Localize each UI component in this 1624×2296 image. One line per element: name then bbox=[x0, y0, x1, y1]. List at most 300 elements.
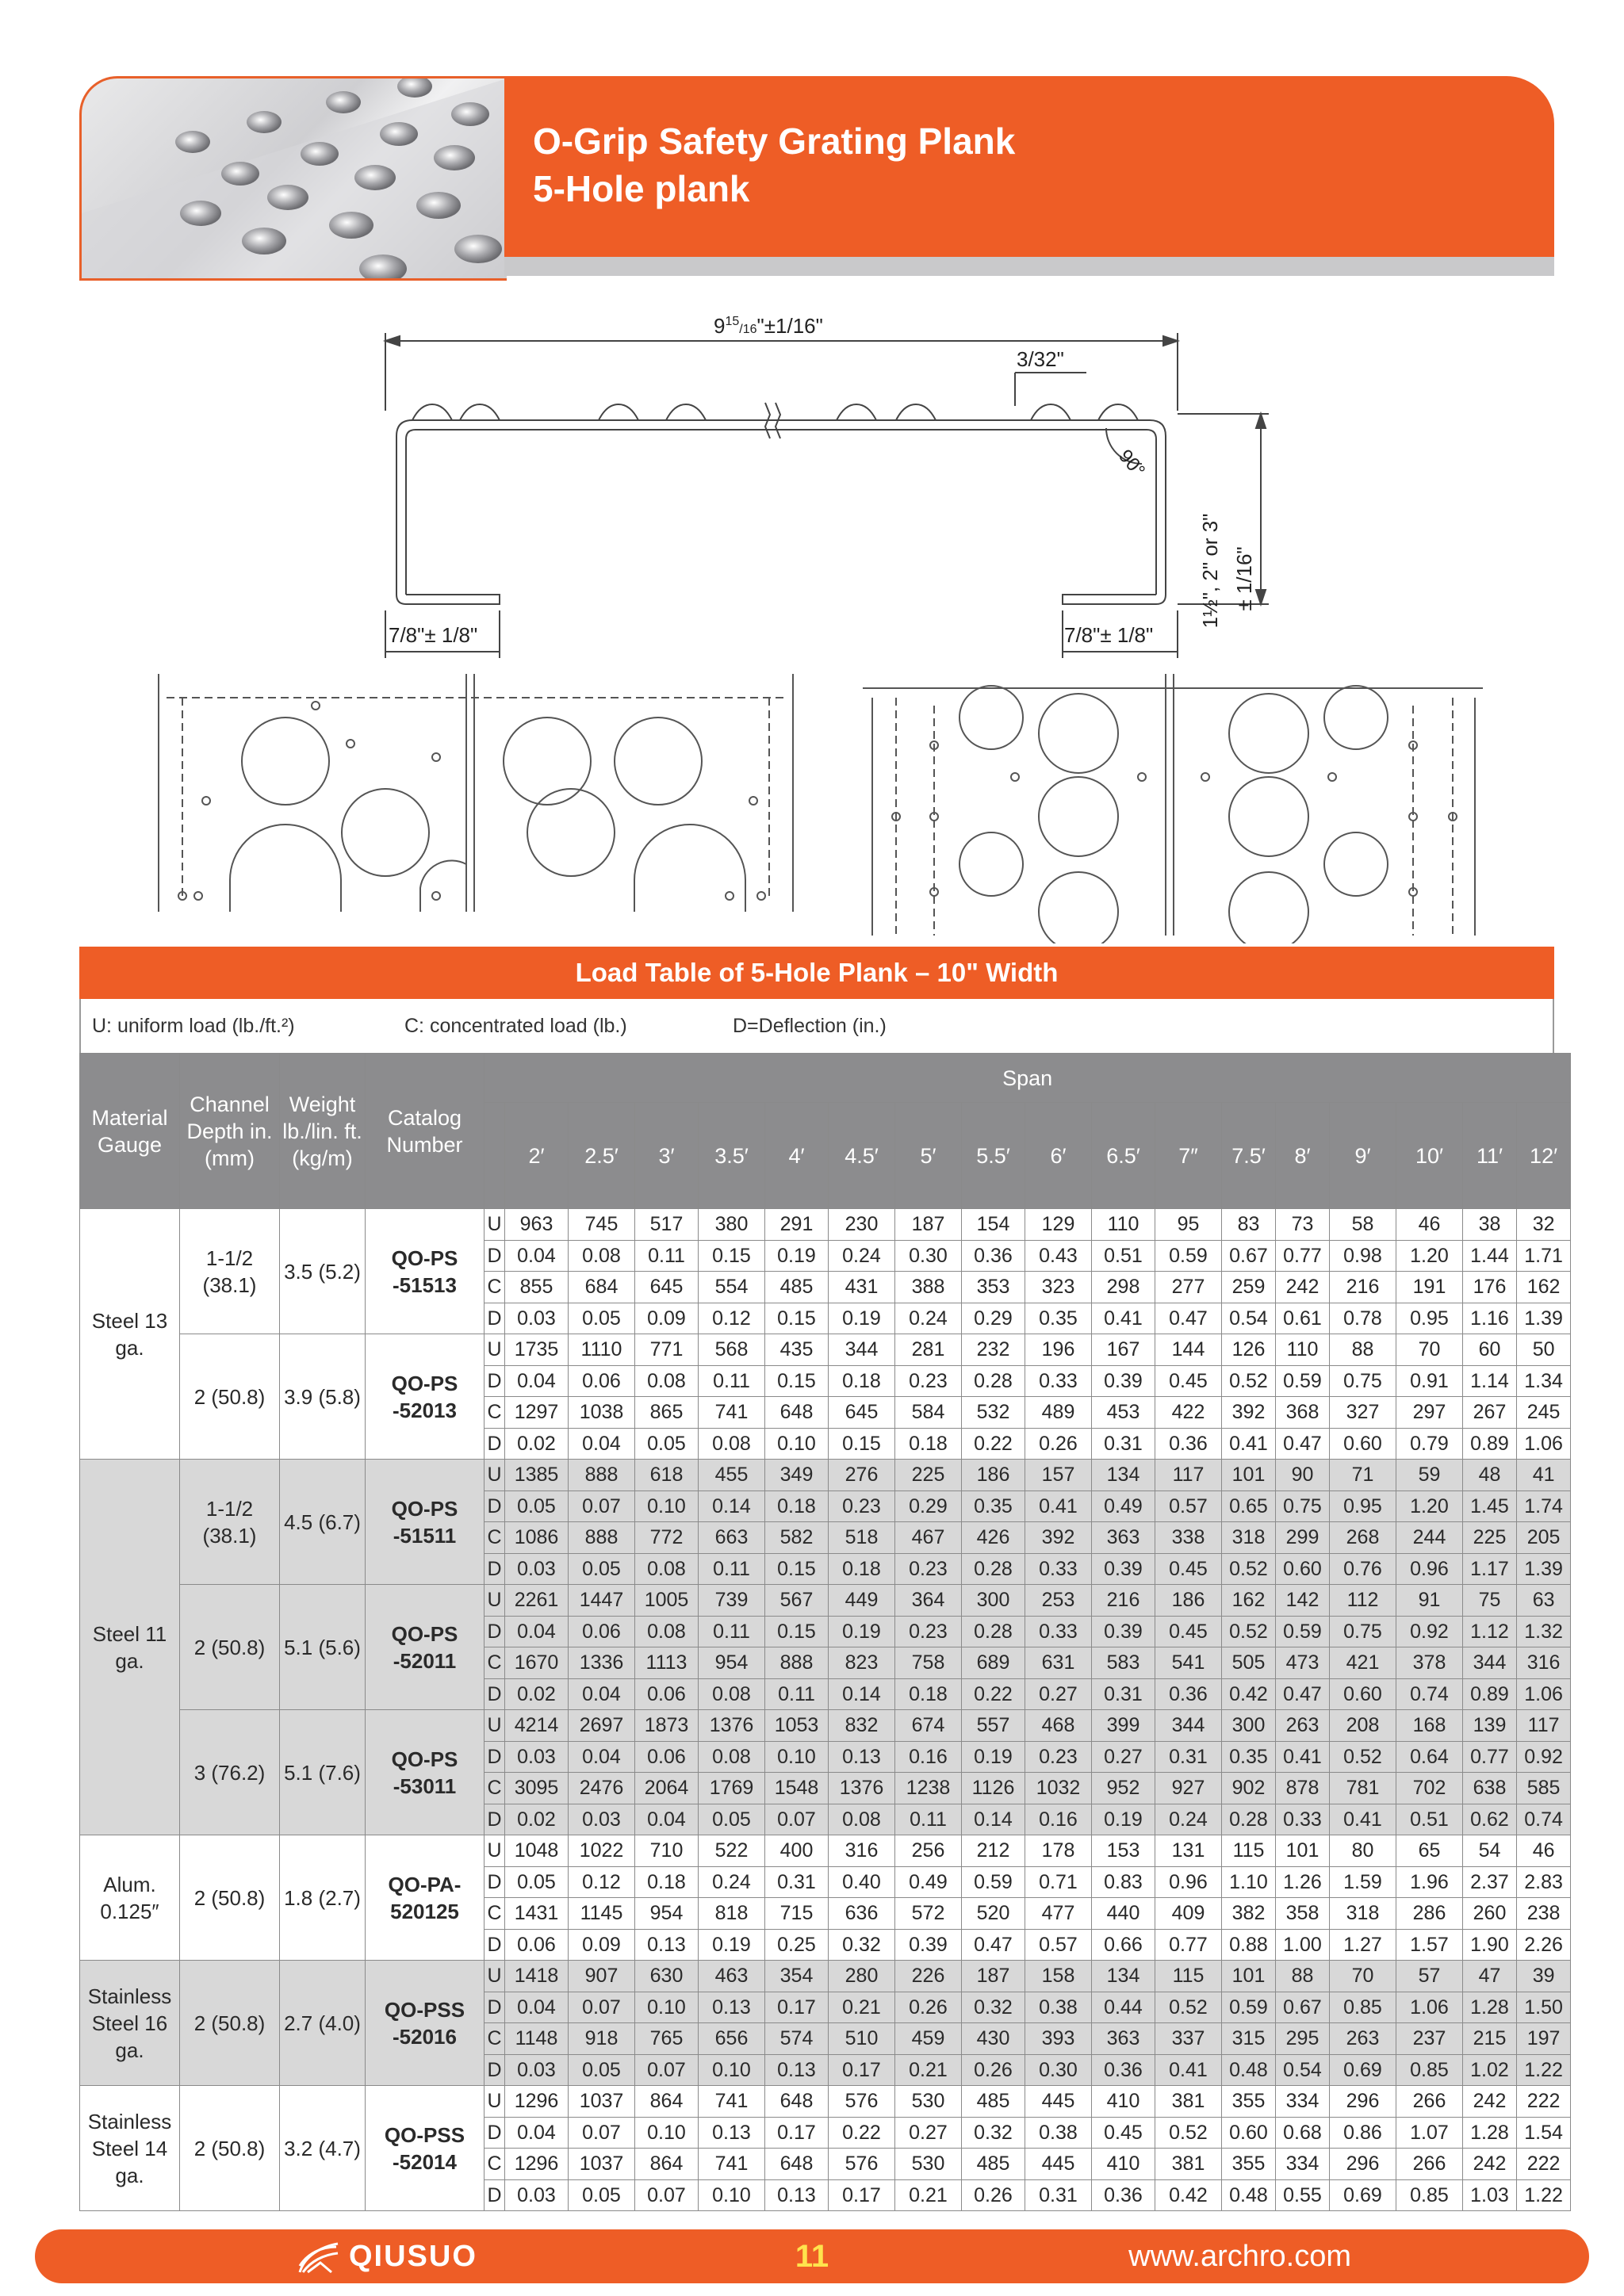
value-cell: 745 bbox=[569, 1209, 635, 1241]
value-cell: 1.16 bbox=[1463, 1303, 1517, 1334]
value-cell: 0.47 bbox=[962, 1929, 1025, 1961]
value-cell: 349 bbox=[765, 1460, 829, 1491]
value-cell: 196 bbox=[1025, 1334, 1092, 1366]
value-cell: 316 bbox=[829, 1835, 895, 1867]
value-cell: 0.26 bbox=[962, 2054, 1025, 2086]
value-cell: 0.13 bbox=[765, 2054, 829, 2086]
value-cell: 382 bbox=[1222, 1898, 1276, 1930]
value-cell: 0.19 bbox=[699, 1929, 765, 1961]
value-cell: 0.43 bbox=[1025, 1240, 1092, 1272]
value-cell: 0.23 bbox=[895, 1553, 962, 1585]
value-cell: 1.44 bbox=[1463, 1240, 1517, 1272]
page-title bbox=[533, 117, 1015, 212]
value-cell: 1.20 bbox=[1396, 1490, 1463, 1522]
col-weight: Weight lb./lin. ft. (kg/m) bbox=[280, 1054, 366, 1209]
value-cell: 522 bbox=[699, 1835, 765, 1867]
value-cell: 485 bbox=[765, 1272, 829, 1303]
value-cell: 0.68 bbox=[1276, 2117, 1330, 2149]
value-cell: 0.13 bbox=[765, 2179, 829, 2211]
value-cell: 0.51 bbox=[1092, 1240, 1155, 1272]
value-cell: 80 bbox=[1330, 1835, 1396, 1867]
value-cell: 1022 bbox=[569, 1835, 635, 1867]
angle-label: 90° bbox=[1114, 446, 1150, 482]
value-cell: 855 bbox=[505, 1272, 569, 1303]
load-type-cell: C bbox=[485, 1397, 505, 1429]
table-row bbox=[80, 1585, 1571, 1617]
channel-depth-cell: 2 (50.8) bbox=[180, 1334, 280, 1460]
value-cell: 618 bbox=[635, 1460, 699, 1491]
value-cell: 226 bbox=[895, 1961, 962, 1992]
value-cell: 0.78 bbox=[1330, 1303, 1396, 1334]
weight-cell: 1.8 (2.7) bbox=[280, 1835, 366, 1961]
value-cell: 0.11 bbox=[635, 1240, 699, 1272]
value-cell: 963 bbox=[505, 1209, 569, 1241]
value-cell: 0.06 bbox=[569, 1616, 635, 1647]
value-cell: 0.35 bbox=[962, 1490, 1025, 1522]
value-cell: 0.77 bbox=[1276, 1240, 1330, 1272]
value-cell: 298 bbox=[1092, 1272, 1155, 1303]
value-cell: 50 bbox=[1517, 1334, 1571, 1366]
load-table-title: Load Table of 5-Hole Plank – 10" Width bbox=[79, 947, 1554, 999]
value-cell: 90 bbox=[1276, 1460, 1330, 1491]
value-cell: 101 bbox=[1222, 1961, 1276, 1992]
value-cell: 186 bbox=[962, 1460, 1025, 1491]
value-cell: 1.90 bbox=[1463, 1929, 1517, 1961]
table-row bbox=[80, 1961, 1571, 1992]
value-cell: 0.03 bbox=[505, 1303, 569, 1334]
value-cell: 110 bbox=[1092, 1209, 1155, 1241]
value-cell: 46 bbox=[1517, 1835, 1571, 1867]
value-cell: 1296 bbox=[505, 2149, 569, 2180]
value-cell: 197 bbox=[1517, 2023, 1571, 2055]
channel-depth-cell: 1-1/2 (38.1) bbox=[180, 1460, 280, 1585]
value-cell: 0.31 bbox=[1092, 1678, 1155, 1710]
value-cell: 286 bbox=[1396, 1898, 1463, 1930]
value-cell: 276 bbox=[829, 1460, 895, 1491]
value-cell: 0.52 bbox=[1222, 1553, 1276, 1585]
weight-cell: 5.1 (7.6) bbox=[280, 1710, 366, 1835]
value-cell: 117 bbox=[1517, 1710, 1571, 1742]
value-cell: 0.22 bbox=[829, 2117, 895, 2149]
value-cell: 0.31 bbox=[1092, 1428, 1155, 1460]
value-cell: 781 bbox=[1330, 1773, 1396, 1804]
catalog-number-cell: QO-PA- 520125 bbox=[366, 1835, 485, 1961]
value-cell: 927 bbox=[1155, 1773, 1222, 1804]
value-cell: 0.39 bbox=[1092, 1616, 1155, 1647]
value-cell: 1336 bbox=[569, 1647, 635, 1679]
value-cell: 0.08 bbox=[829, 1804, 895, 1835]
value-cell: 0.07 bbox=[635, 2179, 699, 2211]
value-cell: 253 bbox=[1025, 1585, 1092, 1617]
value-cell: 0.15 bbox=[765, 1616, 829, 1647]
value-cell: 631 bbox=[1025, 1647, 1092, 1679]
value-cell: 178 bbox=[1025, 1835, 1092, 1867]
value-cell: 0.67 bbox=[1222, 1240, 1276, 1272]
value-cell: 0.14 bbox=[829, 1678, 895, 1710]
catalog-number-cell: QO-PS -51513 bbox=[366, 1209, 485, 1334]
weight-cell: 3.9 (5.8) bbox=[280, 1334, 366, 1460]
value-cell: 259 bbox=[1222, 1272, 1276, 1303]
value-cell: 268 bbox=[1330, 1522, 1396, 1554]
value-cell: 517 bbox=[635, 1209, 699, 1241]
value-cell: 0.67 bbox=[1276, 1992, 1330, 2023]
value-cell: 73 bbox=[1276, 1209, 1330, 1241]
value-cell: 0.96 bbox=[1155, 1866, 1222, 1898]
value-cell: 1.57 bbox=[1396, 1929, 1463, 1961]
value-cell: 0.31 bbox=[1155, 1741, 1222, 1773]
value-cell: 426 bbox=[962, 1522, 1025, 1554]
value-cell: 1296 bbox=[505, 2086, 569, 2118]
value-cell: 0.27 bbox=[1092, 1741, 1155, 1773]
span-header: 8′ bbox=[1276, 1103, 1330, 1209]
value-cell: 0.48 bbox=[1222, 2054, 1276, 2086]
value-cell: 0.24 bbox=[1155, 1804, 1222, 1835]
span-header: 10′ bbox=[1396, 1103, 1463, 1209]
value-cell: 0.64 bbox=[1396, 1741, 1463, 1773]
load-type-cell: U bbox=[485, 1710, 505, 1742]
value-cell: 0.32 bbox=[962, 1992, 1025, 2023]
value-cell: 392 bbox=[1025, 1522, 1092, 1554]
load-type-cell: C bbox=[485, 1522, 505, 1554]
value-cell: 1385 bbox=[505, 1460, 569, 1491]
value-cell: 0.59 bbox=[1276, 1616, 1330, 1647]
value-cell: 0.96 bbox=[1396, 1553, 1463, 1585]
value-cell: 510 bbox=[829, 2023, 895, 2055]
value-cell: 1873 bbox=[635, 1710, 699, 1742]
value-cell: 888 bbox=[765, 1647, 829, 1679]
value-cell: 162 bbox=[1517, 1272, 1571, 1303]
value-cell: 256 bbox=[895, 1835, 962, 1867]
value-cell: 277 bbox=[1155, 1272, 1222, 1303]
value-cell: 0.52 bbox=[1155, 1992, 1222, 2023]
value-cell: 154 bbox=[962, 1209, 1025, 1241]
table-row bbox=[80, 1334, 1571, 1366]
value-cell: 0.41 bbox=[1222, 1428, 1276, 1460]
value-cell: 684 bbox=[569, 1272, 635, 1303]
flange-left-dim: 7/8"± 1/8" bbox=[389, 623, 478, 647]
value-cell: 0.05 bbox=[569, 2179, 635, 2211]
value-cell: 208 bbox=[1330, 1710, 1396, 1742]
value-cell: 0.85 bbox=[1396, 2054, 1463, 2086]
value-cell: 0.09 bbox=[635, 1303, 699, 1334]
value-cell: 0.22 bbox=[962, 1428, 1025, 1460]
value-cell: 232 bbox=[962, 1334, 1025, 1366]
value-cell: 702 bbox=[1396, 1773, 1463, 1804]
value-cell: 0.33 bbox=[1025, 1365, 1092, 1397]
value-cell: 0.33 bbox=[1025, 1553, 1092, 1585]
flange-right-dim: 7/8"± 1/8" bbox=[1064, 623, 1154, 647]
value-cell: 281 bbox=[895, 1334, 962, 1366]
value-cell: 567 bbox=[765, 1585, 829, 1617]
value-cell: 0.57 bbox=[1025, 1929, 1092, 1961]
value-cell: 410 bbox=[1092, 2086, 1155, 2118]
value-cell: 0.05 bbox=[569, 2054, 635, 2086]
value-cell: 1048 bbox=[505, 1835, 569, 1867]
value-cell: 435 bbox=[765, 1334, 829, 1366]
value-cell: 0.86 bbox=[1330, 2117, 1396, 2149]
value-cell: 741 bbox=[699, 1397, 765, 1429]
value-cell: 0.92 bbox=[1396, 1616, 1463, 1647]
load-type-cell: C bbox=[485, 2149, 505, 2180]
value-cell: 468 bbox=[1025, 1710, 1092, 1742]
value-cell: 0.23 bbox=[829, 1490, 895, 1522]
value-cell: 0.03 bbox=[569, 1804, 635, 1835]
value-cell: 1086 bbox=[505, 1522, 569, 1554]
value-cell: 557 bbox=[962, 1710, 1025, 1742]
value-cell: 648 bbox=[765, 1397, 829, 1429]
value-cell: 741 bbox=[699, 2149, 765, 2180]
material-gauge-cell: Steel 11 ga. bbox=[80, 1460, 180, 1835]
value-cell: 0.83 bbox=[1092, 1866, 1155, 1898]
value-cell: 0.39 bbox=[1092, 1553, 1155, 1585]
value-cell: 648 bbox=[765, 2149, 829, 2180]
value-cell: 316 bbox=[1517, 1647, 1571, 1679]
value-cell: 0.66 bbox=[1092, 1929, 1155, 1961]
value-cell: 0.76 bbox=[1330, 1553, 1396, 1585]
span-header: 12′ bbox=[1517, 1103, 1571, 1209]
value-cell: 260 bbox=[1463, 1898, 1517, 1930]
value-cell: 888 bbox=[569, 1460, 635, 1491]
value-cell: 1.32 bbox=[1517, 1616, 1571, 1647]
catalog-number-cell: QO-PS -53011 bbox=[366, 1710, 485, 1835]
value-cell: 636 bbox=[829, 1898, 895, 1930]
value-cell: 1.06 bbox=[1396, 1992, 1463, 2023]
value-cell: 0.07 bbox=[765, 1804, 829, 1835]
value-cell: 0.36 bbox=[962, 1240, 1025, 1272]
value-cell: 1113 bbox=[635, 1647, 699, 1679]
value-cell: 38 bbox=[1463, 1209, 1517, 1241]
value-cell: 0.19 bbox=[765, 1240, 829, 1272]
value-cell: 818 bbox=[699, 1898, 765, 1930]
catalog-number-cell: QO-PS -52013 bbox=[366, 1334, 485, 1460]
value-cell: 32 bbox=[1517, 1209, 1571, 1241]
value-cell: 1.17 bbox=[1463, 1553, 1517, 1585]
span-header: 9′ bbox=[1330, 1103, 1396, 1209]
value-cell: 0.36 bbox=[1092, 2054, 1155, 2086]
product-photo bbox=[79, 76, 507, 281]
value-cell: 888 bbox=[569, 1522, 635, 1554]
value-cell: 344 bbox=[1155, 1710, 1222, 1742]
weight-cell: 4.5 (6.7) bbox=[280, 1460, 366, 1585]
load-type-cell: D bbox=[485, 2117, 505, 2149]
legend-row bbox=[79, 999, 1554, 1053]
value-cell: 0.47 bbox=[1276, 1678, 1330, 1710]
value-cell: 1.22 bbox=[1517, 2054, 1571, 2086]
value-cell: 1.28 bbox=[1463, 2117, 1517, 2149]
value-cell: 0.19 bbox=[1092, 1804, 1155, 1835]
value-cell: 0.15 bbox=[829, 1428, 895, 1460]
value-cell: 663 bbox=[699, 1522, 765, 1554]
value-cell: 1.06 bbox=[1517, 1678, 1571, 1710]
value-cell: 1.22 bbox=[1517, 2179, 1571, 2211]
value-cell: 489 bbox=[1025, 1397, 1092, 1429]
value-cell: 400 bbox=[765, 1835, 829, 1867]
value-cell: 0.69 bbox=[1330, 2054, 1396, 2086]
legend-deflection: D=Deflection (in.) bbox=[733, 1015, 887, 1037]
value-cell: 131 bbox=[1155, 1835, 1222, 1867]
value-cell: 115 bbox=[1222, 1835, 1276, 1867]
value-cell: 296 bbox=[1330, 2086, 1396, 2118]
value-cell: 1005 bbox=[635, 1585, 699, 1617]
value-cell: 0.27 bbox=[1025, 1678, 1092, 1710]
value-cell: 110 bbox=[1276, 1334, 1330, 1366]
value-cell: 0.10 bbox=[635, 2117, 699, 2149]
value-cell: 139 bbox=[1463, 1710, 1517, 1742]
value-cell: 0.08 bbox=[635, 1553, 699, 1585]
value-cell: 0.07 bbox=[569, 1992, 635, 2023]
load-type-cell: U bbox=[485, 1961, 505, 1992]
footer-bar bbox=[35, 2229, 1589, 2283]
value-cell: 0.11 bbox=[699, 1553, 765, 1585]
value-cell: 645 bbox=[635, 1272, 699, 1303]
value-cell: 0.15 bbox=[765, 1365, 829, 1397]
load-type-cell: C bbox=[485, 1898, 505, 1930]
value-cell: 0.04 bbox=[635, 1804, 699, 1835]
value-cell: 878 bbox=[1276, 1773, 1330, 1804]
value-cell: 0.52 bbox=[1330, 1741, 1396, 1773]
value-cell: 3095 bbox=[505, 1773, 569, 1804]
value-cell: 0.28 bbox=[962, 1365, 1025, 1397]
value-cell: 1.71 bbox=[1517, 1240, 1571, 1272]
value-cell: 0.18 bbox=[895, 1428, 962, 1460]
value-cell: 0.71 bbox=[1025, 1866, 1092, 1898]
value-cell: 689 bbox=[962, 1647, 1025, 1679]
value-cell: 144 bbox=[1155, 1334, 1222, 1366]
value-cell: 0.18 bbox=[829, 1553, 895, 1585]
value-cell: 238 bbox=[1517, 1898, 1571, 1930]
value-cell: 0.19 bbox=[962, 1741, 1025, 1773]
value-cell: 0.23 bbox=[1025, 1741, 1092, 1773]
value-cell: 216 bbox=[1330, 1272, 1396, 1303]
value-cell: 0.19 bbox=[829, 1616, 895, 1647]
value-cell: 0.28 bbox=[1222, 1804, 1276, 1835]
value-cell: 364 bbox=[895, 1585, 962, 1617]
value-cell: 0.45 bbox=[1155, 1553, 1222, 1585]
value-cell: 83 bbox=[1222, 1209, 1276, 1241]
brand-name: QIUSUO bbox=[349, 2240, 477, 2273]
value-cell: 363 bbox=[1092, 1522, 1155, 1554]
value-cell: 0.41 bbox=[1092, 1303, 1155, 1334]
load-type-cell: D bbox=[485, 1616, 505, 1647]
value-cell: 388 bbox=[895, 1272, 962, 1303]
svg-text:915/16"±1/16": $9^{15}_/16"\pm 1/16$" bbox=[714, 314, 823, 338]
value-cell: 582 bbox=[765, 1522, 829, 1554]
value-cell: 1038 bbox=[569, 1397, 635, 1429]
value-cell: 0.75 bbox=[1330, 1616, 1396, 1647]
value-cell: 1126 bbox=[962, 1773, 1025, 1804]
value-cell: 95 bbox=[1155, 1209, 1222, 1241]
website-link[interactable]: www.archro.com bbox=[1128, 2240, 1351, 2273]
load-type-cell: D bbox=[485, 1303, 505, 1334]
value-cell: 222 bbox=[1517, 2086, 1571, 2118]
value-cell: 455 bbox=[699, 1460, 765, 1491]
value-cell: 0.75 bbox=[1276, 1490, 1330, 1522]
value-cell: 266 bbox=[1396, 2149, 1463, 2180]
value-cell: 0.36 bbox=[1155, 1428, 1222, 1460]
value-cell: 0.21 bbox=[895, 2179, 962, 2211]
drawing-canvas bbox=[0, 309, 1624, 943]
value-cell: 0.91 bbox=[1396, 1365, 1463, 1397]
value-cell: 126 bbox=[1222, 1334, 1276, 1366]
value-cell: 771 bbox=[635, 1334, 699, 1366]
channel-depth-cell: 2 (50.8) bbox=[180, 1585, 280, 1710]
value-cell: 1037 bbox=[569, 2086, 635, 2118]
value-cell: 0.02 bbox=[505, 1678, 569, 1710]
value-cell: 0.42 bbox=[1155, 2179, 1222, 2211]
value-cell: 0.45 bbox=[1155, 1616, 1222, 1647]
value-cell: 0.24 bbox=[895, 1303, 962, 1334]
value-cell: 0.29 bbox=[895, 1490, 962, 1522]
value-cell: 918 bbox=[569, 2023, 635, 2055]
value-cell: 75 bbox=[1463, 1585, 1517, 1617]
value-cell: 584 bbox=[895, 1397, 962, 1429]
value-cell: 0.06 bbox=[569, 1365, 635, 1397]
value-cell: 2.37 bbox=[1463, 1866, 1517, 1898]
value-cell: 710 bbox=[635, 1835, 699, 1867]
value-cell: 1297 bbox=[505, 1397, 569, 1429]
value-cell: 380 bbox=[699, 1209, 765, 1241]
table-row bbox=[80, 1209, 1571, 1241]
page-number: 11 bbox=[795, 2239, 829, 2274]
load-type-cell: D bbox=[485, 1490, 505, 1522]
value-cell: 0.02 bbox=[505, 1804, 569, 1835]
value-cell: 0.13 bbox=[635, 1929, 699, 1961]
value-cell: 1.03 bbox=[1463, 2179, 1517, 2211]
value-cell: 0.08 bbox=[699, 1741, 765, 1773]
value-cell: 568 bbox=[699, 1334, 765, 1366]
value-cell: 0.05 bbox=[635, 1428, 699, 1460]
value-cell: 431 bbox=[829, 1272, 895, 1303]
value-cell: 0.42 bbox=[1222, 1678, 1276, 1710]
value-cell: 1.12 bbox=[1463, 1616, 1517, 1647]
value-cell: 1418 bbox=[505, 1961, 569, 1992]
value-cell: 1.00 bbox=[1276, 1929, 1330, 1961]
value-cell: 115 bbox=[1155, 1961, 1222, 1992]
value-cell: 530 bbox=[895, 2149, 962, 2180]
catalog-number-cell: QO-PS -52011 bbox=[366, 1585, 485, 1710]
value-cell: 0.24 bbox=[829, 1240, 895, 1272]
value-cell: 0.11 bbox=[895, 1804, 962, 1835]
value-cell: 1431 bbox=[505, 1898, 569, 1930]
value-cell: 1.28 bbox=[1463, 1992, 1517, 2023]
value-cell: 907 bbox=[569, 1961, 635, 1992]
value-cell: 638 bbox=[1463, 1773, 1517, 1804]
value-cell: 63 bbox=[1517, 1585, 1571, 1617]
load-type-cell: U bbox=[485, 1585, 505, 1617]
value-cell: 46 bbox=[1396, 1209, 1463, 1241]
value-cell: 0.41 bbox=[1155, 2054, 1222, 2086]
value-cell: 142 bbox=[1276, 1585, 1330, 1617]
value-cell: 0.10 bbox=[699, 2054, 765, 2086]
value-cell: 0.32 bbox=[829, 1929, 895, 1961]
value-cell: 630 bbox=[635, 1961, 699, 1992]
value-cell: 0.31 bbox=[1025, 2179, 1092, 2211]
value-cell: 0.47 bbox=[1276, 1428, 1330, 1460]
value-cell: 0.30 bbox=[1025, 2054, 1092, 2086]
value-cell: 162 bbox=[1222, 1585, 1276, 1617]
value-cell: 129 bbox=[1025, 1209, 1092, 1241]
value-cell: 0.33 bbox=[1025, 1616, 1092, 1647]
value-cell: 0.74 bbox=[1396, 1678, 1463, 1710]
value-cell: 0.33 bbox=[1276, 1804, 1330, 1835]
value-cell: 0.05 bbox=[505, 1490, 569, 1522]
load-type-cell: U bbox=[485, 1835, 505, 1867]
span-header: 3′ bbox=[635, 1103, 699, 1209]
value-cell: 0.18 bbox=[829, 1365, 895, 1397]
plan-view-right bbox=[863, 674, 1483, 943]
value-cell: 1.20 bbox=[1396, 1240, 1463, 1272]
table-header bbox=[80, 1054, 1571, 1209]
